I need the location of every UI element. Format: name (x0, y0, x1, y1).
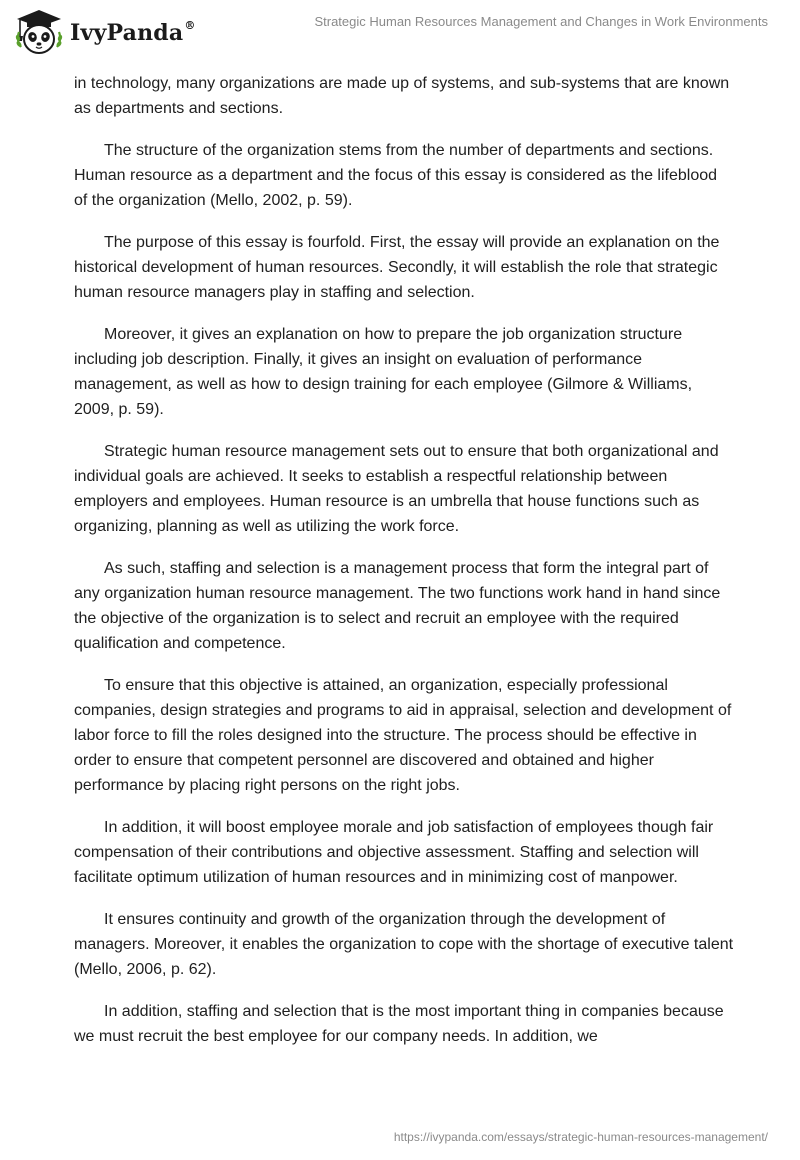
page-header (0, 0, 800, 64)
document-title: Strategic Human Resources Management and Changes in Work Environments (314, 14, 768, 29)
paragraph: The purpose of this essay is fourfold. First, the essay will provide an explanation on the historical development of human resources. Secondly, it will establish the role that strategic human resource managers play in staffing and selection. (74, 234, 720, 301)
paragraph: The structure of the organization stems from the number of departments and sections. Human resource as a department and the focus of this essay is considered as the lifeblood of the organization (Mello, 2002, p. 59). (74, 142, 718, 209)
paragraph: Strategic human resource management sets out to ensure that both organizational and individual goals are achieved. It seeks to establish a respectful relationship between employers and employees. Human resource is an umbrella that house functions such as organizing, planning as well as utilizing the work force. (74, 443, 719, 535)
paragraph: To ensure that this objective is attained, an organization, especially professional companies, design strategies and programs to aid in appraisal, selection and development of labor force to fill the roles designed into the structure. The process should be effective in order to ensure that competent personnel are discovered and obtained and higher performance by placing right persons on the right jobs. (74, 677, 732, 794)
logo-wordmark: IvyPanda® (70, 18, 196, 46)
paragraph-continued: in technology, many organizations are made up of systems, and sub-systems that are known as departments and sections. (74, 75, 730, 117)
paragraph: Moreover, it gives an explanation on how to prepare the job organization structure including job description. Finally, it gives an insight on evaluation of performance management, as well as how to design training for each employee (Gilmore & Williams, 2009, p. 59). (74, 326, 693, 418)
paragraph: In addition, it will boost employee morale and job satisfaction of employees though fair compensation of their contributions and objective assessment. Staffing and selection will facilitate optimum utilization of human resources and in minimizing cost of manpower. (74, 819, 714, 886)
panda-graduate-icon (14, 8, 64, 56)
paragraph: As such, staffing and selection is a management process that form the integral part of any organization human resource management. The two functions work hand in hand since the objective of the organization is to select and recruit an employee with the required qualification and competence. (74, 560, 721, 652)
paragraph: It ensures continuity and growth of the organization through the development of managers. Moreover, it enables the organization to cope with the shortage of executive talent (Mello, 2006, p. 62). (74, 911, 734, 978)
source-url[interactable]: https://ivypanda.com/essays/strategic-human-resources-management/ (393, 1130, 768, 1144)
essay-body (74, 71, 734, 1066)
paragraph-truncated: In addition, staffing and selection that is the most important thing in companies because we must recruit the best employee for our company needs. In addition, we (74, 1003, 724, 1045)
ivypanda-logo[interactable] (14, 8, 196, 56)
registered-mark: ® (184, 18, 196, 32)
